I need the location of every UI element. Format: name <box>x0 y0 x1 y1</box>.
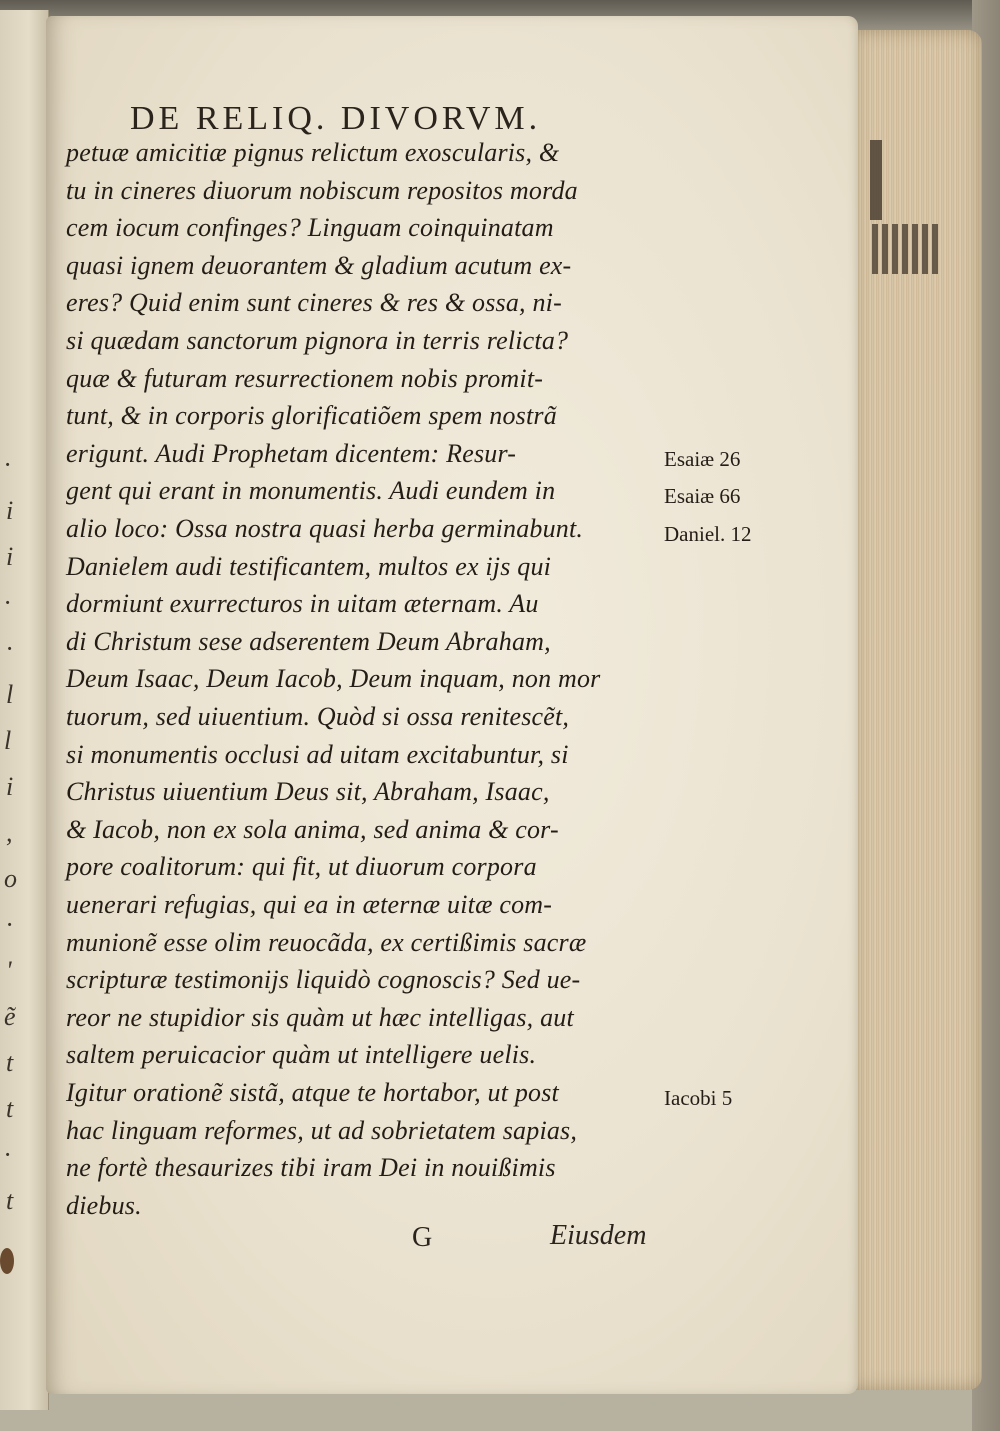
margin-note: Daniel. 12 <box>664 522 752 546</box>
left-page-mark: · <box>4 450 11 479</box>
text-line: si monumentis occlusi ad uitam excitabuntur, si <box>66 739 569 769</box>
left-page-mark: ẽ <box>4 1002 16 1031</box>
left-page-mark: i <box>6 772 14 801</box>
text-line: gent qui erant in monumentis. Audi eundem in <box>66 476 556 506</box>
catchword: Eiusdem <box>550 1220 647 1251</box>
left-page-mark: o <box>4 864 17 893</box>
text-line: di Christum sese adserentem Deum Abraham, <box>66 626 551 656</box>
text-line: tu in cineres diuorum nobiscum repositos morda <box>66 175 578 205</box>
left-page-mark: t <box>6 1186 14 1215</box>
text-line: cem iocum confinges? Linguam coinquinatam <box>66 213 554 243</box>
signature-mark: G <box>412 1222 433 1253</box>
previous-page-sliver <box>0 10 49 1410</box>
ink-stain <box>0 1248 14 1274</box>
left-page-mark: t <box>6 1094 14 1123</box>
text-line: petuæ amicitiæ pignus relictum exoscularis, & <box>66 138 560 167</box>
fore-edge-stamp <box>870 128 950 278</box>
margin-note: Esaiæ 26 <box>664 446 741 471</box>
text-line: tunt, & in corporis glorificatiõem spem nostrã <box>66 401 557 431</box>
left-page-mark: t <box>6 1048 14 1077</box>
text-line: si quædam sanctorum pignora in terris relicta? <box>66 326 569 355</box>
text-line: erigunt. Audi Prophetam dicentem: Resur- <box>66 438 517 468</box>
text-line: scripturæ testimonijs liquidò cognoscis? Sed ue- <box>66 965 581 995</box>
left-page-mark: i <box>6 496 14 525</box>
margin-note: Esaiæ 66 <box>664 484 741 509</box>
text-line: saltem peruicacior quàm ut intelligere uelis. <box>66 1040 537 1070</box>
left-page-mark: · <box>4 588 11 617</box>
left-page-mark: · <box>6 634 13 663</box>
left-page-mark: ' <box>6 956 12 985</box>
text-line: quæ & futuram resurrectionem nobis promit- <box>66 363 544 393</box>
text-line: Igitur orationẽ sistã, atque te hortabor, ut post <box>66 1078 559 1107</box>
margin-note: Iacobi 5 <box>664 1086 733 1110</box>
text-line: uenerari refugias, qui ea in æternæ uitæ com- <box>66 890 553 919</box>
text-line: diebus. <box>66 1190 142 1220</box>
text-line: eres? Quid enim sunt cineres & res & ossa, ni- <box>66 288 562 318</box>
left-page-mark: i <box>6 542 14 571</box>
left-page-mark: · <box>4 1140 11 1169</box>
left-page-mark: l <box>4 726 12 755</box>
text-line: alio loco: Ossa nostra quasi herba germinabunt. <box>66 514 584 543</box>
text-line: dormiunt exurrecturos in uitam æternam. Au <box>66 589 539 619</box>
text-line: pore coalitorum: qui fit, ut diuorum corpora <box>66 852 537 882</box>
text-line: munionẽ esse olim reuocãda, ex certißimis sacræ <box>66 927 587 957</box>
text-line: & Iacob, non ex sola anima, sed anima & cor- <box>66 814 559 844</box>
left-page-mark: , <box>6 818 13 847</box>
text-line: Christus uiuentium Deus sit, Abraham, Isaac, <box>66 777 550 807</box>
left-page-mark: l <box>6 680 14 709</box>
text-line: tuorum, sed uiuentium. Quòd si ossa renitescẽt, <box>66 702 570 731</box>
text-line: Deum Isaac, Deum Iacob, Deum inquam, non mor <box>66 664 601 694</box>
text-line: quasi ignem deuorantem & gladium acutum ex- <box>66 250 572 280</box>
text-line: Danielem audi testificantem, multos ex ijs qui <box>66 551 552 581</box>
left-page-mark: · <box>6 910 13 939</box>
running-header: DE RELIQ. DIVORVM. <box>130 100 542 137</box>
text-line: reor ne stupidior sis quàm ut hæc intelligas, aut <box>66 1002 574 1032</box>
text-line: hac linguam reformes, ut ad sobrietatem sapias, <box>66 1115 578 1145</box>
text-line: ne fortè thesaurizes tibi iram Dei in nouißimis <box>66 1153 556 1183</box>
